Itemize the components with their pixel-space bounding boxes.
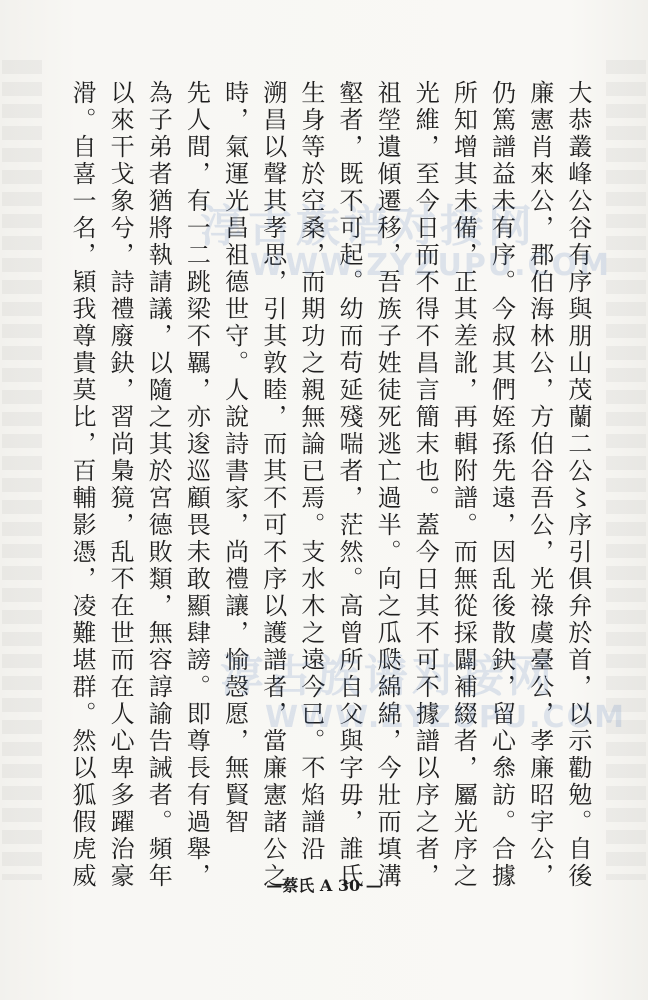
text-column-4: 所知增其未備，正其差訛，再輯附譜。而無從採闢補綴者，屬光序之 [449, 80, 478, 890]
text-column-6: 祖塋遺傾遷移，吾族子姓徒死逃亡過半。向之瓜瓞綿綿，今壯而填溝 [373, 80, 402, 890]
text-column-1: 大恭叢峰公谷有序與朋山茂蘭二公〻序引俱弁於首，以示勸勉。自後 [563, 80, 592, 890]
bleed-through-left [2, 60, 42, 880]
text-column-14: 滑。自喜一名，穎我尊貴莫比，百輔影憑，凌難堪群。然以狐假虎威 [68, 80, 96, 890]
watermark-url: WWW.ZYZUPU.COM [250, 248, 611, 283]
text-column-13: 以來干戈象兮，詩禮廢鈌，習尚梟獍，乱不在世而在人心卑多躍治豪 [106, 80, 135, 890]
text-column-12: 為子弟者猶將執請議，以隨之其於宮德敗類，無容諄諭告誡者。頻年 [144, 80, 173, 890]
text-column-7: 壑者，既不可起。幼而苟延殘喘者，茫然。高曾所自父與字毋，誰氏 [334, 80, 363, 890]
text-column-9: 溯昌以聲其孝思，引其敦睦，而其不可不序以護譜者，當廉憲諸公之 [258, 80, 287, 890]
bleed-through-right [606, 60, 646, 880]
page-number-footer: —蔡氏 A 30 — [266, 876, 382, 895]
text-column-3: 仍篤譜益未有序。今叔其們姪孫先遠，因乱後散鈌，留心叅訪。合據 [487, 80, 516, 890]
watermark-url: WWW.ZYZUPU.COM [265, 700, 626, 735]
watermark-text: 淳古族谱对接网 [220, 651, 556, 702]
watermark-text: 淳古族谱对接网 [200, 201, 536, 252]
text-column-10: 時，氣運光昌祖德世守。人說詩書家，尚禮讓，愉愨愿，無賢智 [220, 80, 249, 836]
text-column-2: 廉憲肖來公，郡伯海林公，方伯谷吾公，光祿虞臺公，孝廉昭宇公， [525, 80, 554, 890]
text-column-11: 先人間，有一二跳梁不羈，亦逡巡顧畏未敢顯肆謗。即尊長有過舉， [182, 80, 211, 890]
text-column-5: 光維，至今日而不得不昌言簡末也。蓋今日其不可不據譜以序之者， [411, 80, 440, 890]
text-column-8: 生身等於空桑，而期功之親無論已焉。支水木之遠今已。不焰譜沿 [296, 80, 325, 863]
